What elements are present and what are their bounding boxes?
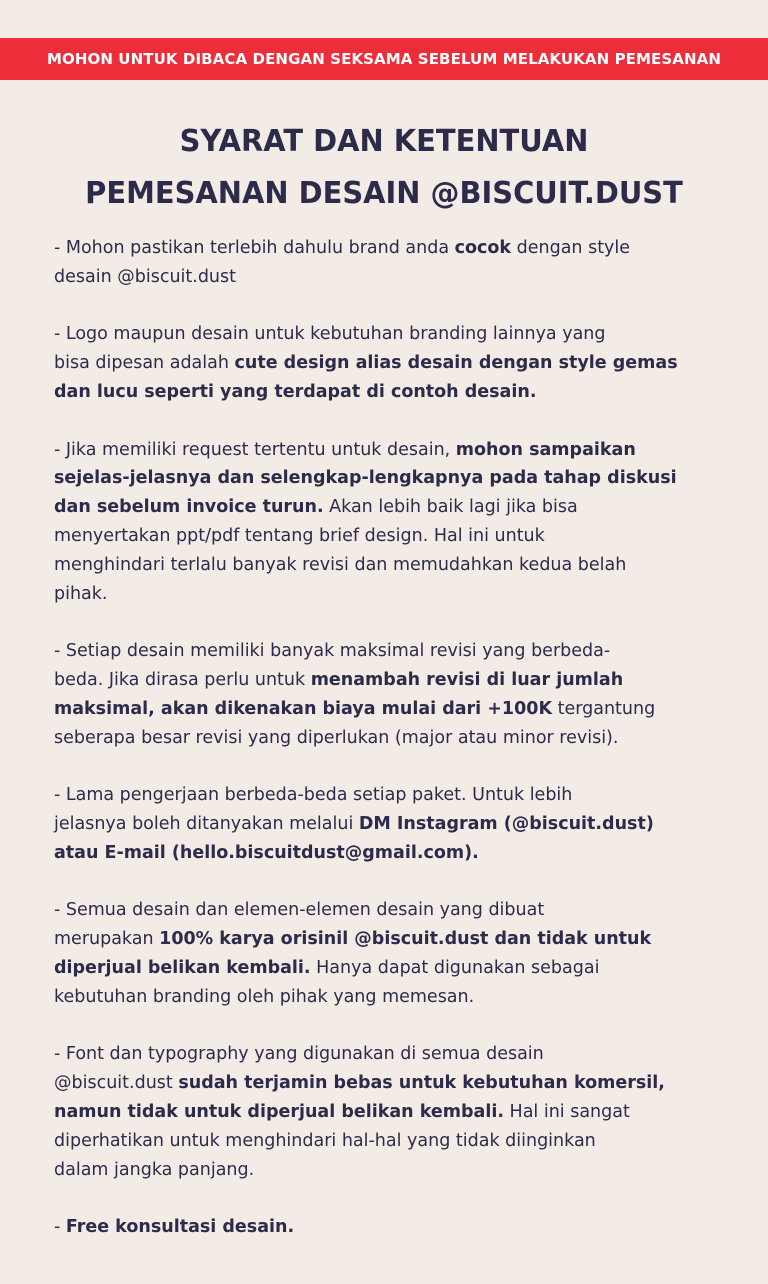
body-text: dengan style	[511, 238, 631, 258]
terms-line	[54, 666, 716, 695]
notice-banner	[0, 38, 768, 80]
terms-line	[54, 1213, 716, 1242]
terms-line	[54, 839, 716, 868]
terms-line	[54, 1040, 716, 1069]
body-text: - Mohon pastikan terlebih dahulu brand anda	[54, 238, 455, 258]
terms-line	[54, 580, 716, 609]
page-title-line-1: SYARAT DAN KETENTUAN	[179, 124, 589, 159]
page-title-line-2: PEMESANAN DESAIN @BISCUIT.DUST	[85, 176, 683, 211]
emphasized-text: menambah revisi di luar jumlah	[310, 669, 624, 690]
terms-line	[54, 954, 716, 983]
notice-banner-text: MOHON UNTUK DIBACA DENGAN SEKSAMA SEBELUM MELAKUKAN PEMESANAN	[46, 50, 722, 68]
body-text: diperhatikan untuk menghindari hal-hal yang tidak diinginkan	[54, 1130, 596, 1151]
emphasized-text: cocok	[454, 238, 512, 258]
terms-line	[54, 493, 716, 522]
body-text: beda. Jika dirasa perlu untuk	[54, 669, 311, 690]
terms-line	[54, 320, 716, 349]
body-text: Hal ini sangat	[503, 1101, 630, 1122]
terms-line	[54, 724, 716, 753]
terms-line	[54, 896, 716, 925]
emphasized-text: 100% karya orisinil @biscuit.dust dan tidak untuk	[159, 929, 652, 950]
terms-line	[54, 349, 716, 378]
body-text: menyertakan ppt/pdf tentang brief design. Hal ini untuk	[54, 525, 545, 546]
terms-line	[54, 983, 716, 1012]
emphasized-text: mohon sampaikan	[455, 439, 636, 460]
body-text: dalam jangka panjang.	[54, 1159, 255, 1180]
body-text: - Lama pengerjaan berbeda-beda setiap paket. Untuk lebih	[54, 785, 573, 806]
terms-paragraph	[54, 781, 716, 867]
terms-paragraph	[54, 1213, 716, 1242]
emphasized-text: DM Instagram (@biscuit.dust)	[358, 813, 654, 834]
terms-line	[54, 1156, 716, 1185]
emphasized-text: dan sebelum invoice turun.	[54, 497, 324, 518]
body-text: -	[54, 1217, 66, 1238]
terms-line	[54, 263, 716, 292]
terms-line	[54, 781, 716, 810]
page-title	[0, 116, 768, 220]
body-text: - Font dan typography yang digunakan di semua desain	[54, 1044, 544, 1065]
terms-line	[54, 234, 716, 263]
body-text: @biscuit.dust	[54, 1073, 179, 1094]
body-text: Akan lebih baik lagi jika bisa	[323, 497, 578, 518]
emphasized-text: namun tidak untuk diperjual belikan kembali.	[54, 1101, 504, 1122]
emphasized-text: diperjual belikan kembali.	[54, 957, 311, 978]
body-text: kebutuhan branding oleh pihak yang memesan.	[54, 986, 475, 1007]
body-text: bisa dipesan adalah	[54, 353, 235, 374]
body-text: tergantung	[552, 698, 656, 719]
terms-line	[54, 522, 716, 551]
terms-line	[54, 695, 716, 724]
emphasized-text: Free konsultasi desain.	[65, 1217, 295, 1238]
terms-line	[54, 464, 716, 493]
body-text: seberapa besar revisi yang diperlukan (major atau minor revisi).	[54, 727, 619, 748]
body-text: merupakan	[54, 929, 160, 950]
body-text: jelasnya boleh ditanyakan melalui	[54, 813, 359, 834]
terms-paragraph	[54, 896, 716, 1011]
body-text: menghindari terlalu banyak revisi dan memudahkan kedua belah	[54, 554, 627, 575]
terms-line	[54, 551, 716, 580]
body-text: - Jika memiliki request tertentu untuk desain,	[54, 439, 456, 460]
body-text: desain @biscuit.dust	[54, 266, 236, 287]
terms-line	[54, 378, 716, 407]
terms-paragraph	[54, 234, 716, 292]
terms-line	[54, 436, 716, 465]
terms-line	[54, 810, 716, 839]
body-text: - Semua desain dan elemen-elemen desain yang dibuat	[54, 900, 545, 921]
emphasized-text: sudah terjamin bebas untuk kebutuhan komersil,	[178, 1073, 665, 1094]
body-text: Hanya dapat digunakan sebagai	[310, 957, 600, 978]
terms-line	[54, 925, 716, 954]
terms-list	[54, 234, 716, 1271]
emphasized-text: atau E-mail (hello.biscuitdust@gmail.com).	[54, 842, 479, 863]
emphasized-text: dan lucu seperti yang terdapat di contoh desain.	[54, 381, 537, 402]
terms-paragraph	[54, 637, 716, 752]
terms-paragraph	[54, 1040, 716, 1184]
emphasized-text: sejelas-jelasnya dan selengkap-lengkapnya pada tahap diskusi	[54, 468, 677, 489]
terms-paragraph	[54, 436, 716, 609]
terms-line	[54, 637, 716, 666]
body-text: pihak.	[54, 583, 108, 604]
terms-line	[54, 1069, 716, 1098]
body-text: - Logo maupun desain untuk kebutuhan branding lainnya yang	[54, 324, 606, 345]
terms-line	[54, 1127, 716, 1156]
body-text: - Setiap desain memiliki banyak maksimal revisi yang berbeda-	[54, 641, 611, 662]
emphasized-text: cute design alias desain dengan style gemas	[234, 353, 678, 374]
terms-line	[54, 1098, 716, 1127]
emphasized-text: maksimal, akan dikenakan biaya mulai dari +100K	[54, 698, 553, 719]
terms-paragraph	[54, 320, 716, 406]
